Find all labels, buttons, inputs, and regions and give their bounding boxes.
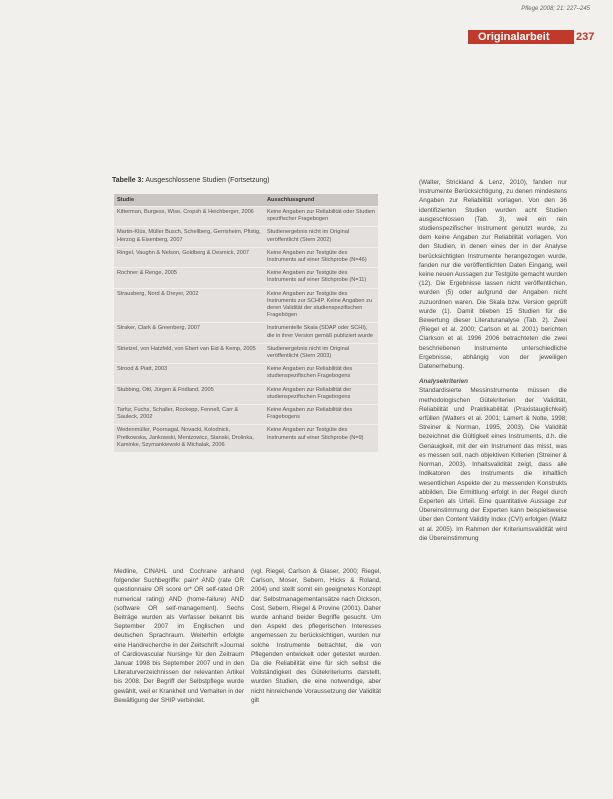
table-row (114, 322, 378, 342)
table-row (114, 363, 378, 383)
table-caption-prefix: Tabelle 3: (112, 177, 144, 184)
body-paragraph: (vgl. Riegel, Carlson & Glaser, 2000; Riegel, Carlson, Moser, Sebern, Hicks & Roland, 2004) und stellt somit ein geeignetes Konzept dar. Selbstmanagementansätze nach Dickson, Cost, Sebern, Riegel & Provine (2001). Daher wurde anhand beider Begriffe gesucht. Um den Aspekt des pflegerischen Interesses angemessen zu berücksichtigen, wurden nur solche Instrumente betrachtet, die von Pflegenden entwickelt oder getestet wurden. Da die Reliabilität eine für sich selbst die Vollständigkeit des Gütekriteriums darstellt, wurden Studien, die eine notwendige, aber nicht hinreichende Voraussetzung der Validität gilt (251, 568, 381, 704)
body-paragraph: Standardisierte Messinstrumente müssen die methodologischen Gütekriterien der Validität, Reliabilität und Praktikabilität (Praxistauglichkeit) erfüllen (Walters et al. 2001; Lamert & Nolte, 1998; Streiner & Norman, 1995, 2003). Die Validität bezeichnet die Gültigkeit eines Instruments, d.h. die Genauigkeit, mit der ein Instrument das misst, was es messen soll, nach objektiven Kriterien (Streiner & Norman, 2003). Inhaltsvalidität zeigt, dass alle Indikatoren des Instruments die inhaltlich wesentlichen Aspekte der zu messenden Konstrukts abbilden. Die Ermittlung erfolgt in der Regel durch Experten als Urteil. Eine quantitative Aussage zur Übereinstimmung der Experten kann beispielsweise über den Content Validity Index (CVI) erfolgen (Waltz et al. 2005). Im Rahmen der Kriteriumsvalidität wird die Übereinstimmung (419, 387, 567, 542)
table-cell-study: Wedenmüller, Poornagal, Novacki, Kolodnick, Pretkowska, Jankowski, Mentzowicz, Stanski, Drolinka, Kaminke, Szymankiewski & Michalak, 2006 (117, 427, 254, 448)
body-paragraph: (Walter, Strickland & Lenz, 2010), fanden nur Instrumente Berücksichtigung, zu denen mindestens Angaben zur Reliabilität vorlagen. Von den 36 identifizierten Studien wurden acht Studien ausgeschlossen (Tab. 3), weil ein rein studienspezifischer Instrument genutzt wurde, zu dem keine Angaben zur Reliabilität vorlagen. Von den Studien, in denen eines der in der Analyse berücksichtigten Instrumente herangezogen wurde, fanden nur die veröffentlichten Daten Eingang, weil keine neuen Aussagen zur Testgüte gemacht wurden (12). Die Ergebnisse lassen nicht veröffentlichen, wurden (5) oder aufgrund der Angaben nicht zuzuordnen waren. Die Skala bzw. Version geprüft wurde (1). Damit blieben 15 Studien für die Bewertung dieser Literaturanalyse (Tab. 2). Zwei (Riegel et al. 2000; Carlson et al. 2001) berichten Clarkson et al. 1996 2006 betrachteten die zwei beschriebenen Instrumente unterschiedliche Ergebnisse, abhängig von der jeweiligen Datenerhebung. (419, 179, 567, 371)
table-cell-reason: Keine Angaben zur Testgüte des Instruments auf einer Stichprobe (N=46) (267, 249, 367, 264)
table-row (114, 206, 378, 226)
table-header-study: Studie (117, 197, 135, 203)
body-column-left (114, 567, 244, 705)
table-cell-study: Martin-Klüs, Müller Busch, Schellberg, Gerrisheim, Pfistig, Herzog & Eisenberg, 2007 (117, 229, 261, 243)
table-header-reason: Ausschlussgrund (267, 197, 315, 203)
table-cell-reason: Keine Angaben zur Reliabilität der studienspezifischen Fragebogens (267, 386, 352, 400)
table-cell-reason: Studienergebnis nicht im Original veröffentlicht (Stern 2002) (267, 229, 350, 243)
body-paragraph: Medline, CINAHL und Cochrane anhand folgender Suchbegriffe: pain* AND (rate OR questionnaire OR score or* OR self-rated OR numerical rating) AND (home-failure) AND (software OR self-management). Sechs Beiträge wurden als Verfasser bekannt bis September 2007 im Englischen und deutschen Sprachraum. Weiterhin erfolgte eine Handrecherche in der Zeitschrift »Journal of Cardiovascular Nursing« für den Zeitraum Januar 1998 bis September 2007 und in den Literaturverzeichnissen der relevanten Artikel bis 2008. Der Begriff der Selbstpflege wurde gewählt, weil er Krankheit und Verhalten in der Bewältigung der SHIP verbindet. (114, 568, 244, 704)
table-cell-study: Rochner & Renge, 2005 (117, 270, 178, 277)
table-cell-study: Tarfur, Fuchs, Schaller, Rockepp, Fennell, Carr & Sauleck, 2002 (117, 407, 239, 421)
table-cell-reason: Keine Angaben zur Testgüte des Instruments auf einer Stichprobe (N=11) (267, 270, 367, 284)
section-subheading: Analysekriterien (419, 378, 469, 386)
table-cell-reason: Instrumentelle Skala (SDAP oder SCHI), die in ihrer Version gemäß publiziert wurde (267, 325, 374, 339)
body-column-middle (251, 567, 381, 705)
table-cell-study: Strietzel, von Hatzfeld, von Ebert van Eid & Kemp, 2005 (117, 345, 256, 352)
table-row (114, 267, 378, 287)
table-cell-study: Straker, Clark & Greenberg, 2007 (117, 325, 201, 332)
excluded-studies-table (114, 194, 378, 452)
table-row (114, 343, 378, 363)
table-row (114, 288, 378, 323)
table-cell-study: Ringel, Vaughn & Nelson, Goldberg & Desmick, 2007 (117, 249, 250, 256)
section-label: Originalarbeit (478, 31, 550, 43)
table-cell-reason: Keine Angaben zur Reliabilität des Fragebogens (267, 407, 353, 421)
table-cell-reason: Keine Angaben zur Reliabilität oder Studien spezifischer Fragebogen (267, 209, 375, 223)
table-row (114, 384, 378, 404)
body-column-right (419, 178, 567, 543)
table-cell-reason: Keine Angaben zur Reliabilität des studienspezifischen Fragebogens (267, 366, 353, 380)
table-caption-text: Ausgeschlossene Studien (Fortsetzung) (143, 177, 270, 184)
journal-citation: Pflege 2008; 21: 227–245 (521, 6, 590, 12)
page-number: 237 (576, 31, 595, 43)
table-cell-study: Strausberg, Nord & Dreyer, 2002 (117, 290, 199, 297)
table-cell-reason: Keine Angaben zur Testgüte des Instruments zur SCHIP. Keine Angaben zu deren Validität der studienspezifischen Fragebögen (267, 290, 372, 319)
table-row (114, 247, 378, 267)
table-cell-reason: Studienergebnis nicht im Original veröffentlicht (Stern 2003) (267, 345, 350, 360)
table-row (114, 226, 378, 246)
table-cell-study: Kitterman, Burgess, Wise, Cropsh & Heichberger, 2006 (117, 209, 254, 215)
table-header-row (114, 194, 378, 206)
table-cell-reason: Keine Angaben zur Testgüte des Instruments auf einer Stichprobe (N=9) (267, 427, 364, 441)
table-row (114, 424, 378, 452)
table-cell-study: Stubbing, Ottl, Jürgen & Fridland, 2005 (117, 386, 214, 393)
table-cell-study: Strood & Piatt, 2003 (117, 366, 168, 373)
table-row (114, 404, 378, 424)
table-caption (112, 177, 269, 184)
